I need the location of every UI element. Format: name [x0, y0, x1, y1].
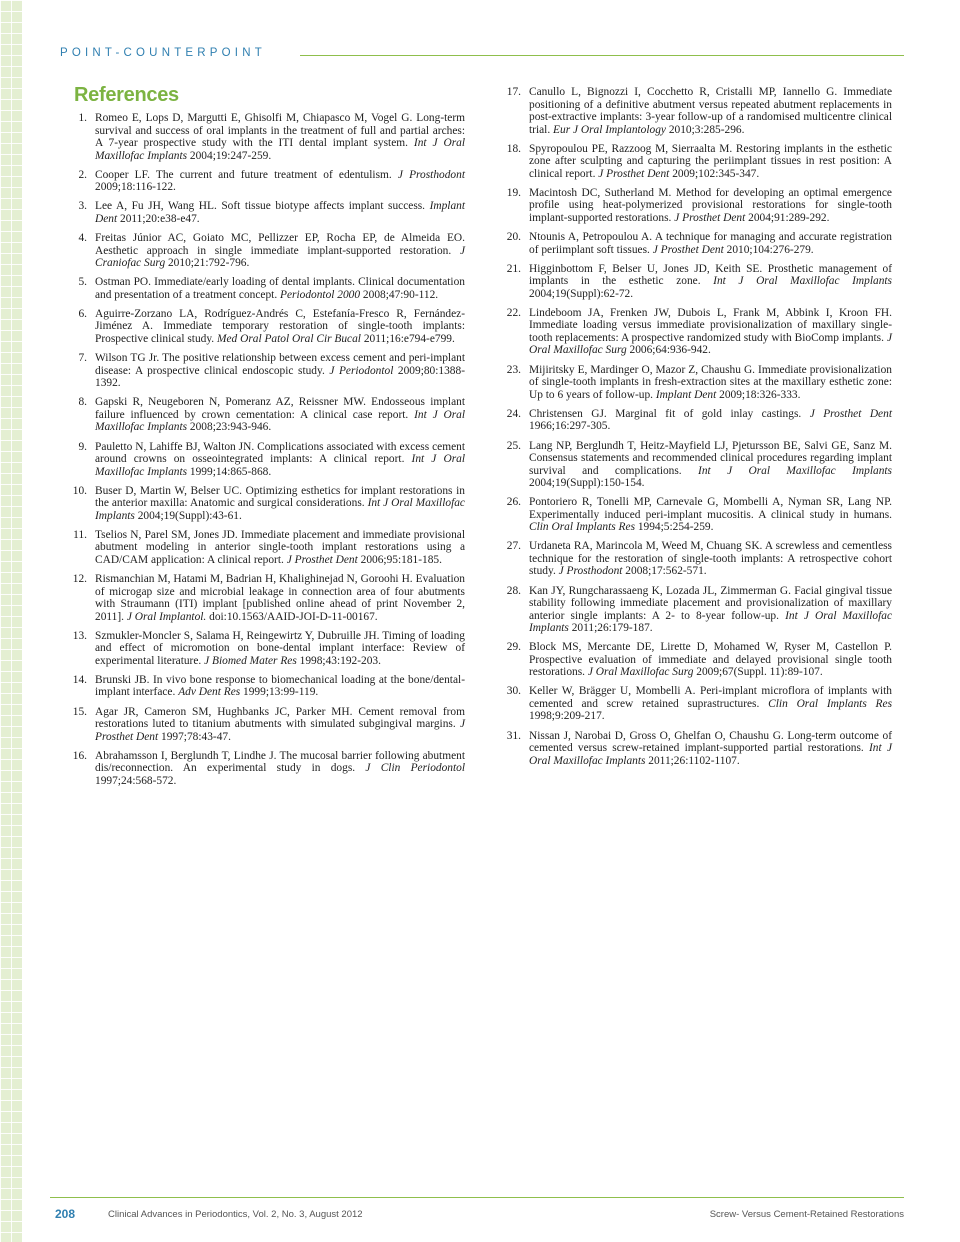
reference-segment: 2009;67(Suppl. 11):89-107. [693, 666, 823, 679]
reference-text [95, 308, 465, 346]
reference-number: 15. [72, 705, 87, 718]
reference-segment: 2004;19(Suppl):62-72. [529, 287, 634, 300]
reference-segment: Spyropoulou PE, Razzoog M, Sierraalta M. Restoring implants in the esthetic zone after sculpting and capturing the periimplant tissues in rest position: A clinical report. [529, 142, 892, 180]
reference-text [95, 232, 465, 270]
reference-item [496, 364, 892, 402]
reference-segment: 2004;19:247-259. [187, 149, 272, 162]
reference-segment: Block MS, Mercante DE, Lirette D, Mohamed W, Ryser M, Castellon P. Prospective evaluation of immediate and delayed provisional single tooth restorations. [529, 641, 892, 679]
reference-text [529, 641, 892, 679]
reference-journal: Int J Oral Maxillofac Implants [95, 497, 465, 522]
reference-segment: Cooper LF. The current and future treatment of edentulism. [95, 168, 398, 181]
reference-segment: 1966;16:297-305. [529, 420, 611, 433]
reference-segment: Agar JR, Cameron SM, Hughbanks JC, Parker MH. Cement removal from restorations luted to titanium abutments with simulated subgingival margins. [95, 705, 465, 731]
reference-segment: Szmukler-Moncler S, Salama H, Reingewirtz Y, Dubruille JH. Timing of loading and effect of micromotion on bone-dental implant interface: Review of experimental literature. [95, 629, 465, 667]
reference-segment: Brunski JB. In vivo bone response to biomechanical loading at the bone/dental-implant interface. [95, 673, 465, 699]
reference-number: 27. [506, 540, 521, 553]
reference-number: 19. [506, 186, 521, 199]
reference-segment: Pontoriero R, Tonelli MP, Carnevale G, Mombelli A, Nyman SR, Lang NP. Experimentally induced peri-implant mucositis. A clinical study in humans. [529, 496, 892, 521]
reference-segment: 2006;64:936-942. [626, 344, 711, 357]
reference-segment: Lee A, Fu JH, Wang HL. Soft tissue biotype affects implant success. [95, 200, 430, 213]
reference-text [529, 585, 892, 635]
reference-segment: 2008;47:90-112. [360, 288, 439, 301]
reference-text [529, 730, 892, 768]
reference-item [62, 232, 465, 270]
reference-item [496, 231, 892, 256]
reference-segment: Aguirre-Zorzano LA, Rodríguez-Andrés C, Estefanía-Fresco R, Fernández-Jiménez A. Immediate temporary restoration of single-tooth implants: Prospective clinical study. [95, 307, 465, 345]
reference-segment: Lindeboom JA, Frenken JW, Dubois L, Frank M, Abbink I, Kroon FH. Immediate loading versus immediate provisionalization of maxillary single-tooth replacements: A prospective randomized study with BioComp implants. [529, 306, 892, 344]
reference-segment: Nissan J, Narobai D, Gross O, Ghelfan O, Chaushu G. Long-term outcome of cemented versus screw-retained implant-supported partial restorations. [529, 729, 892, 755]
reference-segment: Rismanchian M, Hatami M, Badrian H, Khalighinejad N, Goroohi H. Evaluation of microgap size and microbial leakage in connection area of four abutments with Straumann (ITI) implant [published online ahead of print November 2, 2011]. [95, 573, 465, 623]
reference-journal: J Prosthet Dent [286, 553, 358, 566]
journal-info: Clinical Advances in Periodontics, Vol. 2, No. 3, August 2012 [108, 1209, 363, 1220]
reference-text [529, 540, 892, 578]
reference-journal: J Prosthet Dent [652, 243, 724, 256]
reference-segment: 2010;104:276-279. [723, 243, 814, 256]
reference-segment: 2011;20:e38-e47. [117, 212, 200, 225]
reference-item [62, 529, 465, 567]
reference-number: 31. [506, 729, 521, 742]
reference-number: 29. [506, 641, 521, 654]
reference-number: 16. [72, 749, 87, 762]
reference-segment: 1999;13:99-119. [240, 686, 319, 699]
reference-segment: 2009;18:116-122. [95, 181, 176, 194]
reference-segment: 1994;5:254-259. [635, 521, 714, 534]
reference-number: 11. [73, 528, 87, 541]
reference-item [496, 585, 892, 635]
reference-segment: 2004;19(Suppl):150-154. [529, 477, 645, 489]
reference-segment: 2006;95:181-185. [357, 553, 442, 566]
reference-segment: Gapski R, Neugeboren N, Pomeranz AZ, Reissner MW. Endosseous implant failure influenced by crown cementation: A clinical case report. [95, 396, 465, 421]
reference-item [496, 641, 892, 679]
reference-text [529, 187, 892, 225]
reference-text [95, 706, 465, 744]
reference-journal: J Oral Maxillofac Surg [529, 331, 892, 357]
reference-text [529, 263, 892, 301]
footer-rule [50, 1197, 904, 1198]
reference-text [529, 143, 892, 181]
reference-segment: doi:10.1563/AAID-JOI-D-11-00167. [206, 610, 378, 623]
reference-text [95, 396, 465, 434]
reference-journal: J Clin Periodontol [365, 762, 465, 775]
reference-text [95, 276, 465, 301]
reference-item [62, 630, 465, 668]
references-list-left [62, 112, 465, 794]
reference-number: 1. [78, 112, 87, 124]
reference-segment: Freitas Júnior AC, Goiato MC, Pellizzer EP, Rocha EP, de Almeida EO. Aesthetic approach in single immediate implant-supported restoration. [95, 232, 465, 257]
reference-number: 18. [506, 142, 521, 155]
reference-number: 2. [78, 168, 87, 181]
reference-item [62, 169, 465, 194]
reference-segment: Macintosh DC, Sutherland M. Method for developing an optimal emergence profile using heat-polymerized provisional restorations for single-tooth implant-supported restorations. [529, 186, 892, 224]
reference-item [62, 200, 465, 225]
reference-text [529, 440, 892, 490]
reference-segment: Tselios N, Parel SM, Jones JD. Immediate placement and immediate provisional abutment modeling in anterior single-tooth implant restorations using a CAD/CAM application: A clinical report. [95, 528, 465, 566]
reference-journal: J Prosthodont [558, 565, 623, 578]
header-rule [300, 55, 904, 56]
reference-segment: 2011;26:179-187. [568, 622, 653, 635]
reference-item [496, 685, 892, 723]
reference-journal: J Prosthet Dent [95, 718, 465, 743]
reference-segment: 2008;23:943-946. [187, 421, 272, 434]
reference-number: 10. [72, 484, 87, 497]
reference-item [496, 307, 892, 357]
reference-journal: Clin Oral Implants Res [529, 521, 635, 534]
reference-number: 20. [506, 231, 521, 244]
reference-segment: Wilson TG Jr. The positive relationship between excess cement and peri-implant disease: A prospective clinical endoscopic study. [95, 352, 465, 377]
reference-segment: 1997;24:568-572. [95, 774, 177, 787]
reference-item [62, 706, 465, 744]
reference-item [62, 441, 465, 479]
reference-number: 4. [78, 232, 87, 245]
reference-number: 6. [78, 307, 87, 320]
reference-journal: J Periodontol [329, 364, 394, 377]
reference-journal: J Biomed Mater Res [204, 654, 297, 667]
reference-segment: 1999;14:865-868. [187, 465, 272, 478]
reference-number: 8. [78, 396, 87, 409]
reference-text [95, 441, 465, 479]
reference-number: 25. [506, 439, 521, 452]
reference-item [496, 440, 892, 490]
reference-number: 3. [78, 200, 87, 213]
reference-segment: 2008;17:562-571. [622, 565, 707, 578]
reference-journal: Adv Dent Res [178, 686, 241, 699]
reference-text [529, 231, 892, 256]
reference-journal: Eur J Oral Implantology [553, 123, 666, 136]
reference-number: 30. [506, 685, 521, 698]
reference-item [62, 674, 465, 699]
reference-journal: J Prosthet Dent [674, 211, 746, 224]
reference-segment: Mijiritsky E, Mardinger O, Mazor Z, Chaushu G. Immediate provisionalization of single-tooth implants in fresh-extraction sites at the maxillary esthetic zone: Up to 6 years of follow-up. [529, 363, 892, 401]
reference-segment: Ostman PO. Immediate/early loading of dental implants. Clinical documentation and presentation of a treatment concept. [95, 276, 465, 301]
reference-item [62, 112, 465, 162]
reference-number: 14. [72, 673, 87, 686]
reference-number: 21. [506, 262, 521, 275]
reference-number: 23. [506, 363, 521, 376]
reference-journal: J Prosthodont [397, 168, 465, 181]
reference-text [529, 364, 892, 402]
reference-number: 24. [506, 407, 521, 420]
reference-item [62, 352, 465, 390]
reference-text [95, 352, 465, 390]
reference-journal: Int J Oral Maxillofac Implants [95, 453, 465, 478]
reference-segment: 1998;43:192-203. [296, 654, 381, 667]
reference-text [95, 573, 465, 623]
reference-journal: Int J Oral Maxillofac Implants [95, 408, 465, 434]
reference-text [529, 496, 892, 534]
reference-segment: Abrahamsson I, Berglundh T, Lindhe J. The mucosal barrier following abutment dis/reconnection. An experimental study in dogs. [95, 749, 465, 775]
side-grid-decoration [0, 0, 22, 1242]
reference-segment: Pauletto N, Lahiffe BJ, Walton JN. Complications associated with excess cement around crowns on osseointegrated implants: A clinical report. [95, 440, 465, 465]
reference-journal: Clin Oral Implants Res [768, 697, 892, 710]
reference-item [62, 750, 465, 788]
references-list-right [496, 86, 892, 774]
reference-item [62, 308, 465, 346]
reference-segment: 2011;16:e794-e799. [360, 332, 455, 345]
reference-segment: 2009;102:345-347. [669, 167, 760, 180]
reference-segment: Romeo E, Lops D, Margutti E, Ghisolfi M, Chiapasco M, Vogel G. Long-term survival and success of oral implants in the treatment of full and partial arches: A 7-year prospective study with the ITI dental implant system. [95, 112, 465, 149]
reference-segment: 2004;19(Suppl):43-61. [134, 509, 242, 522]
reference-number: 12. [72, 573, 87, 586]
reference-item [62, 485, 465, 523]
reference-text [95, 630, 465, 668]
reference-text [95, 112, 465, 162]
reference-text [95, 200, 465, 225]
reference-journal: Int J Oral Maxillofac Implants [95, 137, 465, 162]
reference-journal: J Craniofac Surg [95, 244, 465, 270]
reference-segment: 1997;78:43-47. [158, 730, 231, 743]
running-article-title: Screw- Versus Cement-Retained Restorations [709, 1209, 904, 1220]
reference-number: 7. [78, 352, 87, 365]
reference-segment: Keller W, Brägger U, Mombelli A. Peri-implant microflora of implants with cemented and screw retained suprastructures. [529, 685, 892, 710]
reference-item [496, 187, 892, 225]
references-heading: References [74, 84, 179, 106]
reference-text [529, 408, 892, 433]
reference-text [529, 307, 892, 357]
reference-text [529, 685, 892, 723]
reference-journal: Implant Dent [95, 200, 465, 225]
reference-journal: Periodontol 2000 [280, 288, 361, 301]
reference-segment: 2009;80:1388-1392. [95, 364, 465, 390]
reference-segment: Canullo L, Bignozzi I, Cocchetto R, Cristalli MP, Iannello G. Immediate positioning of a definitive abutment versus repeated abutment replacements in post-extractive implants: 3-year follow-up of a randomised multicentre clinical trial. [529, 86, 892, 136]
reference-journal: Int J Oral Maxillofac Implants [698, 464, 892, 477]
reference-segment: 1998;9:209-217. [529, 710, 605, 723]
reference-journal: Implant Dent [655, 388, 717, 401]
reference-segment: Kan JY, Rungcharassaeng K, Lozada JL, Zimmerman G. Facial gingival tissue stability following immediate placement and provisionalization of maxillary anterior single implants: A 2- to 8-year follow-up. [529, 584, 892, 622]
reference-segment: 2010;3:285-296. [666, 123, 745, 136]
reference-journal: Int J Oral Maxillofac Implants [529, 609, 892, 635]
reference-item [496, 263, 892, 301]
reference-journal: J Prosthet Dent [598, 167, 670, 180]
reference-journal: J Prosthet Dent [809, 407, 892, 420]
reference-text [95, 485, 465, 523]
reference-number: 26. [506, 496, 521, 509]
reference-segment: 2009;18:326-333. [716, 388, 801, 401]
reference-segment: 2011;26:1102-1107. [645, 754, 740, 767]
reference-number: 9. [78, 440, 87, 453]
reference-journal: Med Oral Patol Oral Cir Bucal [217, 332, 361, 345]
reference-text [95, 750, 465, 788]
reference-item [496, 730, 892, 768]
reference-journal: J Oral Maxillofac Surg [587, 666, 694, 679]
reference-item [62, 276, 465, 301]
reference-segment: Christensen GJ. Marginal fit of gold inlay castings. [529, 407, 810, 420]
reference-text [95, 529, 465, 567]
reference-number: 28. [506, 584, 521, 597]
reference-segment: Ntounis A, Petropoulou A. A technique for managing and accurate registration of periimplant soft tissues. [529, 231, 892, 256]
reference-item [496, 86, 892, 136]
reference-segment: Buser D, Martin W, Belser UC. Optimizing esthetics for implant restorations in the anterior maxilla: Anatomic and surgical considerations. [95, 484, 465, 510]
reference-number: 22. [506, 306, 521, 319]
reference-segment: Urdaneta RA, Marincola M, Weed M, Chuang SK. A screwless and cementless technique for the restoration of single-tooth implants: A retrospective cohort study. [529, 540, 892, 578]
reference-text [95, 169, 465, 194]
reference-item [496, 408, 892, 433]
reference-segment: 2010;21:792-796. [165, 257, 250, 270]
reference-segment: Lang NP, Berglundh T, Heitz-Mayfield LJ, Pjetursson BE, Salvi GE, Sanz M. Consensus statements and recommended clinical procedures regarding implant survival and complications. [529, 439, 892, 477]
reference-journal: J Oral Implantol. [126, 610, 207, 623]
reference-item [496, 496, 892, 534]
section-header-label: POINT-COUNTERPOINT [60, 47, 266, 59]
reference-text [529, 86, 892, 136]
reference-item [62, 573, 465, 623]
reference-journal: Int J Oral Maxillofac Implants [529, 742, 892, 767]
reference-number: 5. [78, 276, 87, 289]
reference-item [496, 143, 892, 181]
reference-journal: Int J Oral Maxillofac Implants [713, 275, 892, 288]
reference-number: 17. [506, 86, 521, 98]
reference-item [496, 540, 892, 578]
reference-item [62, 396, 465, 434]
reference-segment: Higginbottom F, Belser U, Jones JD, Keith SE. Prosthetic management of implants in the esthetic zone. [529, 262, 892, 288]
reference-segment: 2004;91:289-292. [745, 211, 830, 224]
reference-text [95, 674, 465, 699]
reference-number: 13. [72, 629, 87, 642]
page-number: 208 [55, 1207, 76, 1221]
